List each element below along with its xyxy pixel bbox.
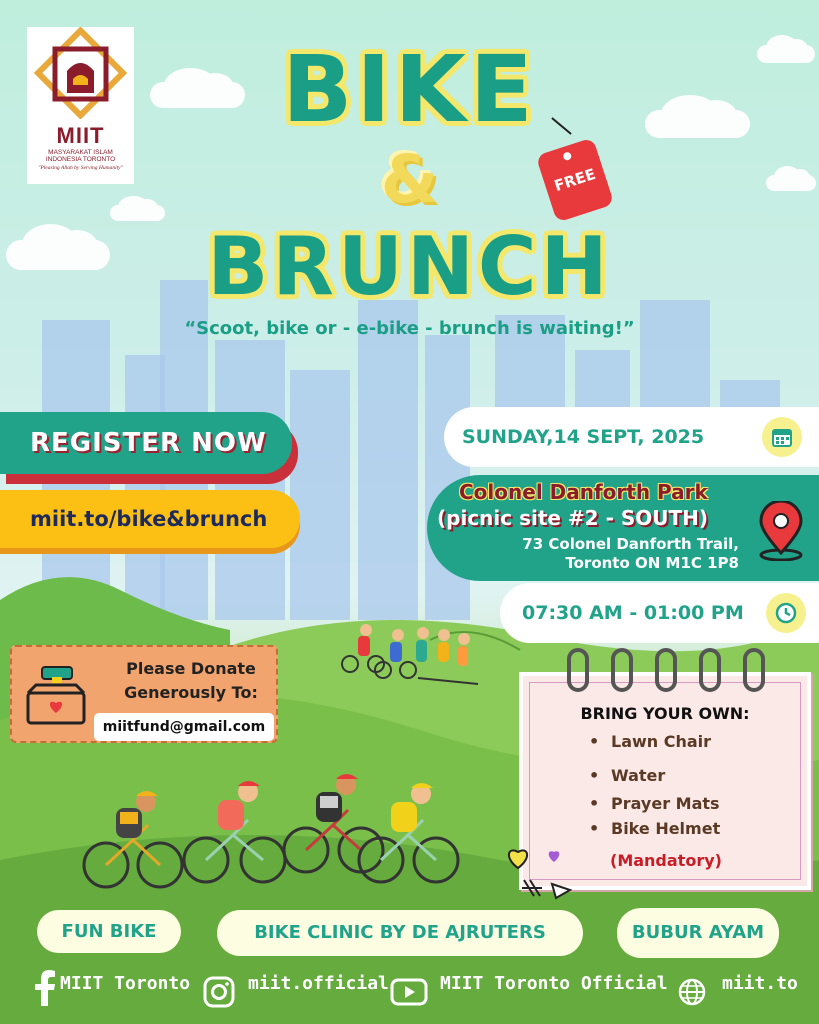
bring-list: [589, 732, 720, 847]
logo-tagline: "Pleasing Allah by Serving Humanity": [38, 165, 123, 171]
tag-hole: [562, 151, 572, 161]
bring-item: • Prayer Mats: [589, 794, 720, 813]
globe-icon[interactable]: [678, 978, 706, 1006]
register-url-link[interactable]: miit.to/bike&brunch: [0, 490, 300, 548]
title-ampersand: &: [380, 141, 439, 218]
location-name: Colonel Danforth Park: [459, 480, 708, 504]
donate-box: [10, 645, 278, 743]
donate-message: [108, 657, 274, 705]
event-date: [444, 407, 819, 467]
address-line2: Toronto ON M1C 1P8: [565, 554, 739, 572]
instagram-icon[interactable]: [203, 976, 235, 1008]
activity-bike-clinic: BIKE CLINIC BY DE AJRUTERS: [217, 910, 583, 956]
bring-item: • Lawn Chair: [589, 732, 720, 751]
register-now-button[interactable]: REGISTER NOW: [0, 412, 292, 474]
kids-cyclists-illustration: [338, 618, 488, 690]
helmet-mandatory-note: (Mandatory): [610, 851, 722, 870]
event-time-text: 07:30 AM - 01:00 PM: [522, 602, 744, 624]
footer-website[interactable]: miit.to: [722, 973, 798, 994]
title-brunch: BRUNCH: [207, 220, 612, 313]
event-date-text: SUNDAY,14 SEPT, 2025: [462, 426, 705, 448]
location-address: [522, 535, 739, 573]
address-line1: 73 Colonel Danforth Trail,: [522, 535, 739, 553]
notebook-ring: [699, 648, 721, 692]
bring-item: • Bike Helmet: [589, 819, 720, 838]
donate-line2: Generously To:: [124, 683, 258, 702]
footer-facebook[interactable]: MIIT Toronto: [60, 973, 191, 994]
notebook-ring: [611, 648, 633, 692]
logo-line2: INDONESIA TORONTO: [45, 156, 116, 163]
title-bike: BIKE: [282, 36, 537, 143]
location-site: (picnic site #2 - SOUTH): [437, 506, 708, 530]
bring-title: BRING YOUR OWN:: [580, 704, 750, 723]
logo-title: MIIT: [56, 123, 105, 148]
footer-instagram[interactable]: miit.official: [248, 973, 389, 994]
footer-youtube[interactable]: MIIT Toronto Official: [440, 973, 668, 994]
map-pin-icon: [755, 501, 807, 561]
cyclists-illustration: [78, 770, 468, 895]
tagline-quote: “Scoot, bike or - e-bike - brunch is waiting!”: [184, 318, 635, 339]
event-location: [427, 475, 819, 581]
heart-doodles: [500, 840, 590, 900]
notebook-ring: [743, 648, 765, 692]
notebook-ring: [567, 648, 589, 692]
logo-line1: MASYARAKAT ISLAM: [48, 149, 113, 156]
donation-box-icon: [22, 663, 92, 729]
notebook-ring: [655, 648, 677, 692]
free-label: FREE: [552, 164, 598, 196]
clock-icon: [766, 593, 806, 633]
calendar-icon: [762, 417, 802, 457]
donate-email-link[interactable]: miitfund@gmail.com: [94, 713, 274, 741]
bring-item: • Water: [589, 766, 720, 785]
event-time: [500, 583, 819, 643]
facebook-icon[interactable]: [34, 970, 56, 1006]
activity-bubur-ayam: BUBUR AYAM: [617, 908, 779, 958]
donate-line1: Please Donate: [126, 659, 256, 678]
youtube-icon[interactable]: [390, 978, 428, 1006]
activity-fun-bike: FUN BIKE: [37, 910, 181, 953]
